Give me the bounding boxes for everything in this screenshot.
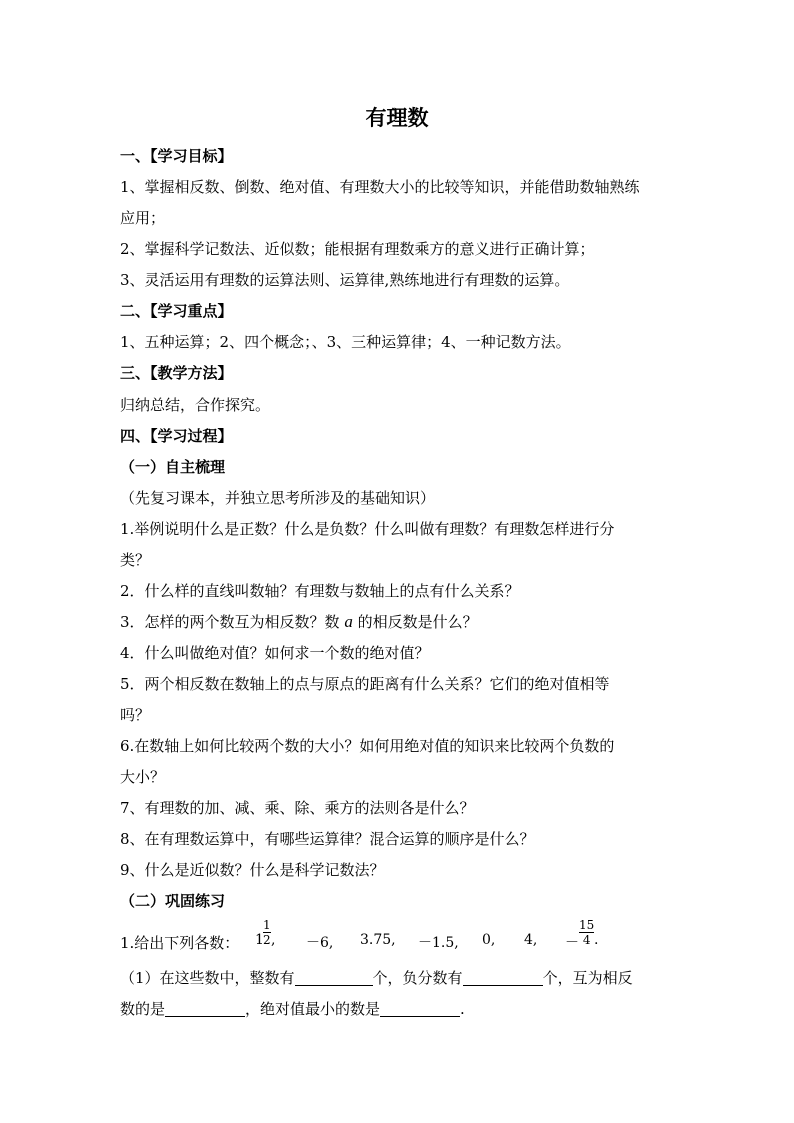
subsection-heading-practice: （二）巩固练习 [120,892,226,910]
section-heading-objectives: 一、【学习目标】 [120,147,233,165]
fraction-numerator: 15 [579,918,595,932]
exercise-1-numbers [120,920,680,960]
fraction-15-over-4 [579,918,594,947]
question-3 [120,612,680,632]
objective-3: 3、灵活运用有理数的运算法则、运算律,熟练地进行有理数的运算。 [120,271,570,289]
answer-blank-min-abs[interactable] [380,1000,460,1017]
fraction-numerator: 1 [263,918,271,932]
exercise-1-part-1-line-1 [120,968,680,988]
question-6-line-1: 6.在数轴上如何比较两个数的大小？如何用绝对值的知识来比较两个负数的 [120,737,615,755]
question-1-line-1: 1.举例说明什么是正数？什么是负数？什么叫做有理数？有理数怎样进行分 [120,520,615,538]
answer-blank-integers[interactable] [295,969,373,986]
mixed-number-whole: 1 [255,932,264,948]
objective-1-line-1: 1、掌握相反数、倒数、绝对值、有理数大小的比较等知识，并能借助数轴熟练 [120,178,640,196]
question-7: 7、有理数的加、减、乘、除、乘方的法则各是什么？ [120,799,475,817]
self-review-note: （先复习课本，并独立思考所涉及的基础知识） [120,489,436,507]
number-0: 0, [482,932,496,948]
text: ，绝对值最小的数是 [245,1000,381,1018]
section-heading-process: 四、【学习过程】 [120,427,233,445]
question-3-text-before: 3．怎样的两个数互为相反数？数 [120,613,345,631]
exercise-1-label: 1.给出下列各数： [120,934,240,952]
key-points: 1、五种运算；2、四个概念；、3、三种运算律；4、一种记数方法。 [120,333,571,351]
number-comma: , [271,932,276,948]
methods: 归纳总结，合作探究。 [120,396,271,414]
question-6-line-2: 大小？ [120,768,166,786]
fraction-denominator: 2 [263,933,271,947]
section-heading-key-points: 二、【学习重点】 [120,302,233,320]
objective-2: 2、掌握科学记数法、近似数；能根据有理数乘方的意义进行正确计算； [120,240,595,258]
question-3-text-after: 的相反数是什么？ [352,613,478,631]
answer-blank-negative-fractions[interactable] [463,969,543,986]
number-4: 4, [524,932,538,948]
objective-1-line-2: 应用； [120,209,166,227]
question-8: 8、在有理数运算中，有哪些运算律？混合运算的顺序是什么？ [120,830,535,848]
number-3-75: 3.75, [360,932,396,948]
text: （1）在这些数中，整数有 [120,969,295,987]
number-neg-6: －6, [306,935,334,951]
fraction-sign: － [565,935,579,951]
variable-a: a [344,612,353,631]
question-5-line-1: 5．两个相反数在数轴上的点与原点的距离有什么关系？它们的绝对值相等 [120,675,610,693]
question-1-line-2: 类？ [120,551,151,569]
section-heading-methods: 三、【教学方法】 [120,364,233,382]
exercise-1-part-1-line-2 [120,999,680,1019]
fraction-denominator: 4 [579,932,594,947]
text: 个，互为相反 [542,969,633,987]
text: 个，负分数有 [372,969,463,987]
question-4: 4．什么叫做绝对值？如何求一个数的绝对值？ [120,644,430,662]
page-title: 有理数 [365,105,429,130]
text: 数的是 [120,1000,166,1018]
mixed-number-fraction [263,918,271,947]
answer-blank-opposites[interactable] [165,1000,245,1017]
number-period: . [594,932,599,948]
subsection-heading-self-review: （一）自主梳理 [120,458,226,476]
question-9: 9、什么是近似数？什么是科学记数法？ [120,861,385,879]
question-5-line-2: 吗？ [120,706,151,724]
text: . [460,1000,465,1018]
question-2: 2．什么样的直线叫数轴？有理数与数轴上的点有什么关系？ [120,582,520,600]
number-neg-1-5: －1.5, [418,935,459,951]
